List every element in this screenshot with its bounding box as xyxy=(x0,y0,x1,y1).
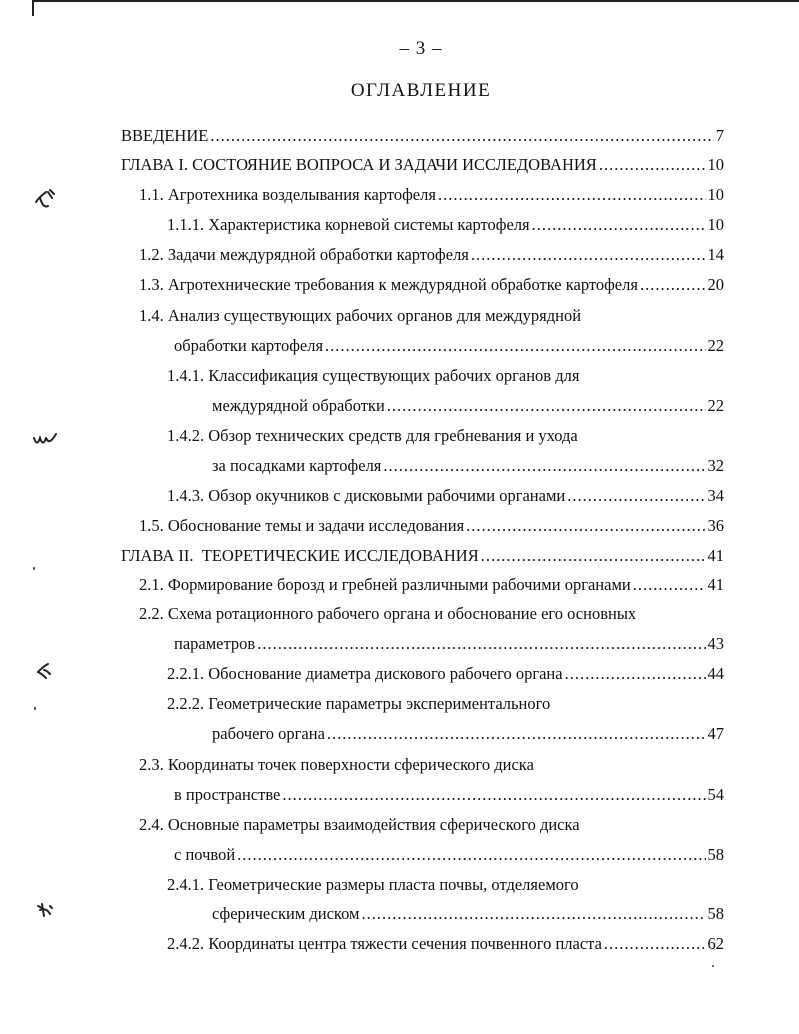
toc-entry-2-4[interactable] xyxy=(174,844,724,866)
toc-entry-2-3[interactable] xyxy=(174,784,724,806)
toc-entry-label: ВВЕДЕНИЕ xyxy=(121,126,209,145)
toc-page-number: 10 xyxy=(707,155,724,174)
toc-entry-2-2-2[interactable] xyxy=(212,723,724,745)
dot-leader xyxy=(387,395,706,417)
toc-page-number: 47 xyxy=(707,724,724,743)
toc-entry-1-4-1[interactable] xyxy=(212,395,724,417)
toc-entry-label: сферическим диском xyxy=(212,904,360,923)
toc-page-number: 44 xyxy=(707,664,724,683)
toc-page-number: 41 xyxy=(707,575,724,594)
dot-leader xyxy=(567,485,705,507)
toc-entry-1-4-1-line1[interactable]: 1.4.1. Классификация существующих рабочих органов для xyxy=(167,366,580,385)
toc-entry-label: ГЛАВА I. СОСТОЯНИЕ ВОПРОСА И ЗАДАЧИ ИССЛЕДОВАНИЯ xyxy=(121,155,597,174)
page-number: – 3 – xyxy=(399,38,443,59)
dot-leader xyxy=(604,933,706,955)
dot-leader xyxy=(599,154,706,176)
toc-page-number: 10 xyxy=(707,185,724,204)
dot-leader xyxy=(438,184,706,206)
toc-entry-2-2-2-line1[interactable]: 2.2.2. Геометрические параметры экспериментального xyxy=(167,694,551,713)
toc-entry-label: 1.3. Агротехнические требования к междурядной обработке картофеля xyxy=(139,275,638,294)
margin-checkmark-icon xyxy=(30,186,60,214)
toc-entry-2-2-1[interactable] xyxy=(167,663,724,685)
toc-entry-2-1[interactable] xyxy=(139,574,724,596)
scan-speck xyxy=(33,567,35,570)
toc-entry-label: в пространстве xyxy=(174,785,281,804)
toc-page-number: 7 xyxy=(715,126,724,145)
toc-entry-label: 2.2.1. Обоснование диаметра дискового рабочего органа xyxy=(167,664,563,683)
toc-page-number: 10 xyxy=(707,215,724,234)
toc-page-number: 36 xyxy=(707,516,724,535)
toc-entry-1-4-2[interactable] xyxy=(212,455,724,477)
scan-speck xyxy=(34,707,36,710)
toc-page-number: 41 xyxy=(707,546,724,565)
dot-leader xyxy=(383,455,705,477)
dot-leader xyxy=(633,574,706,596)
dot-leader xyxy=(481,545,706,567)
toc-entry-label: 1.1. Агротехника возделывания картофеля xyxy=(139,185,436,204)
toc-entry-2-2-line1[interactable]: 2.2. Схема ротационного рабочего органа и обоснование его основных xyxy=(139,604,637,623)
toc-entry-1-5[interactable] xyxy=(139,515,724,537)
toc-page-number: 54 xyxy=(707,785,724,804)
toc-page-number: 58 xyxy=(707,845,724,864)
toc-page-number: 43 xyxy=(707,634,724,653)
dot-leader xyxy=(471,244,706,266)
toc-entry-1-4[interactable] xyxy=(174,335,724,357)
margin-checkmark-icon xyxy=(30,896,60,924)
toc-entry-1-2[interactable] xyxy=(139,244,724,266)
dot-leader xyxy=(237,844,705,866)
toc-entry-2-4-1-line1[interactable]: 2.4.1. Геометрические размеры пласта почвы, отделяемого xyxy=(167,875,579,894)
toc-entry-2-2[interactable] xyxy=(174,633,724,655)
dot-leader xyxy=(565,663,706,685)
toc-page-number: 20 xyxy=(707,275,724,294)
toc-entry-1-4-3[interactable] xyxy=(167,485,724,507)
toc-entry-2-4-2[interactable] xyxy=(167,933,724,955)
dot-leader xyxy=(532,214,706,236)
scan-speck xyxy=(712,965,714,967)
toc-page-number: 22 xyxy=(707,396,724,415)
page-title: ОГЛАВЛЕНИЕ xyxy=(350,80,492,101)
dot-leader xyxy=(640,274,706,296)
toc-page-number: 14 xyxy=(707,245,724,264)
toc-entry-1-1[interactable] xyxy=(139,184,724,206)
toc-entry-1-1-1[interactable] xyxy=(167,214,724,236)
page-border xyxy=(32,0,799,16)
margin-checkmark-icon xyxy=(30,658,60,686)
margin-checkmark-icon xyxy=(30,424,60,452)
toc-entry-label: 1.1.1. Характеристика корневой системы картофеля xyxy=(167,215,530,234)
dot-leader xyxy=(466,515,705,537)
toc-entry-2-4-line1[interactable]: 2.4. Основные параметры взаимодействия сферического диска xyxy=(139,815,580,834)
dot-leader xyxy=(327,723,706,745)
toc-entry-1-3[interactable] xyxy=(139,274,724,296)
toc-entry-chapter-2[interactable] xyxy=(121,545,724,567)
toc-entry-label: 1.5. Обоснование темы и задачи исследования xyxy=(139,516,465,535)
toc-entry-2-3-line1[interactable]: 2.3. Координаты точек поверхности сферического диска xyxy=(139,755,534,774)
toc-entry-1-4-line1[interactable]: 1.4. Анализ существующих рабочих органов для междурядной xyxy=(139,306,582,325)
toc-page-number: 58 xyxy=(707,904,724,923)
toc-entry-2-4-1[interactable] xyxy=(212,903,724,925)
toc-page-number: 22 xyxy=(707,336,724,355)
toc-entry-label: обработки картофеля xyxy=(174,336,324,355)
toc-page-number: 34 xyxy=(707,486,724,505)
toc-entry-label: за посадками картофеля xyxy=(212,456,382,475)
toc-entry-label: ГЛАВА II. ТЕОРЕТИЧЕСКИЕ ИССЛЕДОВАНИЯ xyxy=(121,546,479,565)
dot-leader xyxy=(210,125,713,147)
toc-entry-label: рабочего органа xyxy=(212,724,325,743)
dot-leader xyxy=(282,784,705,806)
toc-entry-1-4-2-line1[interactable]: 1.4.2. Обзор технических средств для гребневания и ухода xyxy=(167,426,578,445)
dot-leader xyxy=(325,335,705,357)
toc-entry-label: 1.4.3. Обзор окучников с дисковыми рабочими органами xyxy=(167,486,566,505)
dot-leader xyxy=(362,903,706,925)
toc-entry-label: 2.1. Формирование борозд и гребней различными рабочими органами xyxy=(139,575,631,594)
dot-leader xyxy=(257,633,705,655)
toc-entry-introduction[interactable] xyxy=(121,125,724,147)
toc-entry-label: параметров xyxy=(174,634,256,653)
toc-entry-label: 2.4.2. Координаты центра тяжести сечения почвенного пласта xyxy=(167,934,602,953)
toc-page-number: 62 xyxy=(707,934,724,953)
toc-entry-label: 1.2. Задачи междурядной обработки картофеля xyxy=(139,245,469,264)
toc-page-number: 32 xyxy=(707,456,724,475)
toc-entry-label: междурядной обработки xyxy=(212,396,385,415)
toc-entry-label: с почвой xyxy=(174,845,236,864)
toc-entry-chapter-1[interactable] xyxy=(121,154,724,176)
